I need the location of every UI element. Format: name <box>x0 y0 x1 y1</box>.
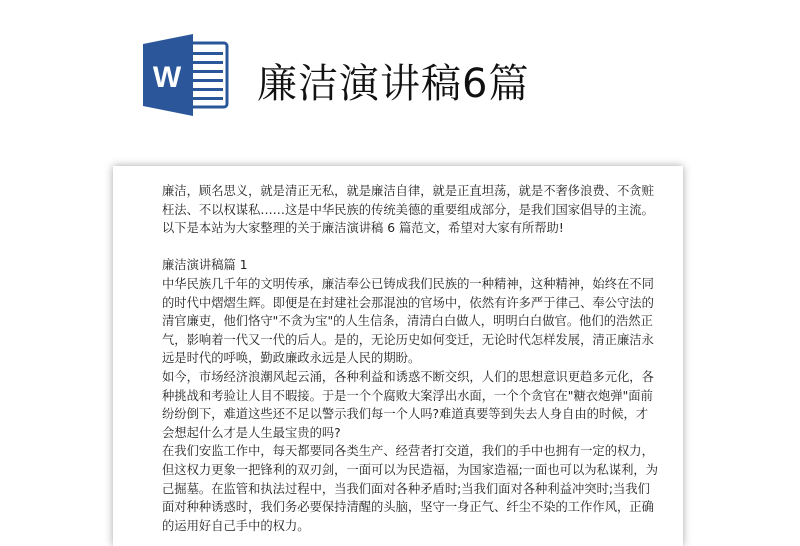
body-line: 纷纷倒下，难道这些还不足以警示我们每一个人吗?难道真要等到失去人身自由的时候，才 <box>162 407 649 422</box>
body-line: 在我们安监工作中，每天都要同各类生产、经营者打交道，我们的手中也拥有一定的权力， <box>162 444 654 459</box>
body-line: 的运用好自己手中的权力。 <box>162 518 310 533</box>
body-line: 如今，市场经济浪潮风起云涌，各种利益和诱惑不断交织，人们的思想意识更趋多元化，各 <box>162 369 654 384</box>
body-line: 会想起什么才是人生最宝贵的吗? <box>162 425 341 440</box>
document-body <box>162 182 659 535</box>
body-line: 远是时代的呼唤，勤政廉政永远是人民的期盼。 <box>162 351 421 366</box>
body-line: 面对种种诱惑时，我们务必要保持清醒的头脑，坚守一身正气、纤尘不染的工作作风，正确 <box>162 500 654 515</box>
document-page <box>113 166 683 546</box>
page-title: 廉洁演讲稿6篇 <box>257 61 530 107</box>
word-icon-letter: W <box>152 61 182 94</box>
body-line: 但这权力更象一把锋利的双刃剑，一面可以为民造福，为国家造福;一面也可以为私谋利，为 <box>162 462 659 477</box>
body-line: 己掘墓。在监管和执法过程中，当我们面对各种矛盾时;当我们面对各种利益冲突时;当我们 <box>162 481 650 496</box>
paragraph-spacer <box>162 238 642 257</box>
intro-line: 廉洁，顾名思义，就是清正无私，就是廉洁自律，就是正直坦荡，就是不奢侈浪费、不贪赃 <box>162 184 654 198</box>
body-line: 中华民族几千年的文明传承，廉洁奉公已铸成我们民族的一种精神，这种精神，始终在不同 <box>162 276 654 291</box>
body-line: 的时代中熠熠生辉。即便是在封建社会那混浊的官场中，依然有许多严于律己、奉公守法的 <box>162 295 654 310</box>
intro-line: 枉法、不以权谋私……这是中华民族的传统美德的重要组成部分，是我们国家倡导的主流。 <box>162 202 654 217</box>
body-line: 气，影响着一代又一代的后人。是的，无论历史如何变迁，无论时代怎样发展，清正廉洁永 <box>162 332 654 347</box>
section-title: 廉洁演讲稿篇 1 <box>162 258 248 273</box>
intro-line: 以下是本站为大家整理的关于廉洁演讲稿 6 篇范文，希望对大家有所帮助! <box>162 221 564 236</box>
body-line: 种挑战和考验让人目不暇接。于是一个个腐败大案浮出水面，一个个贪官在"糖衣炮弹"面前 <box>162 388 653 403</box>
word-document-icon <box>143 34 229 116</box>
body-line: 清官廉吏，他们恪守"不贪为宝"的人生信条，清清白白做人，明明白白做官。他们的浩然正 <box>162 314 653 329</box>
